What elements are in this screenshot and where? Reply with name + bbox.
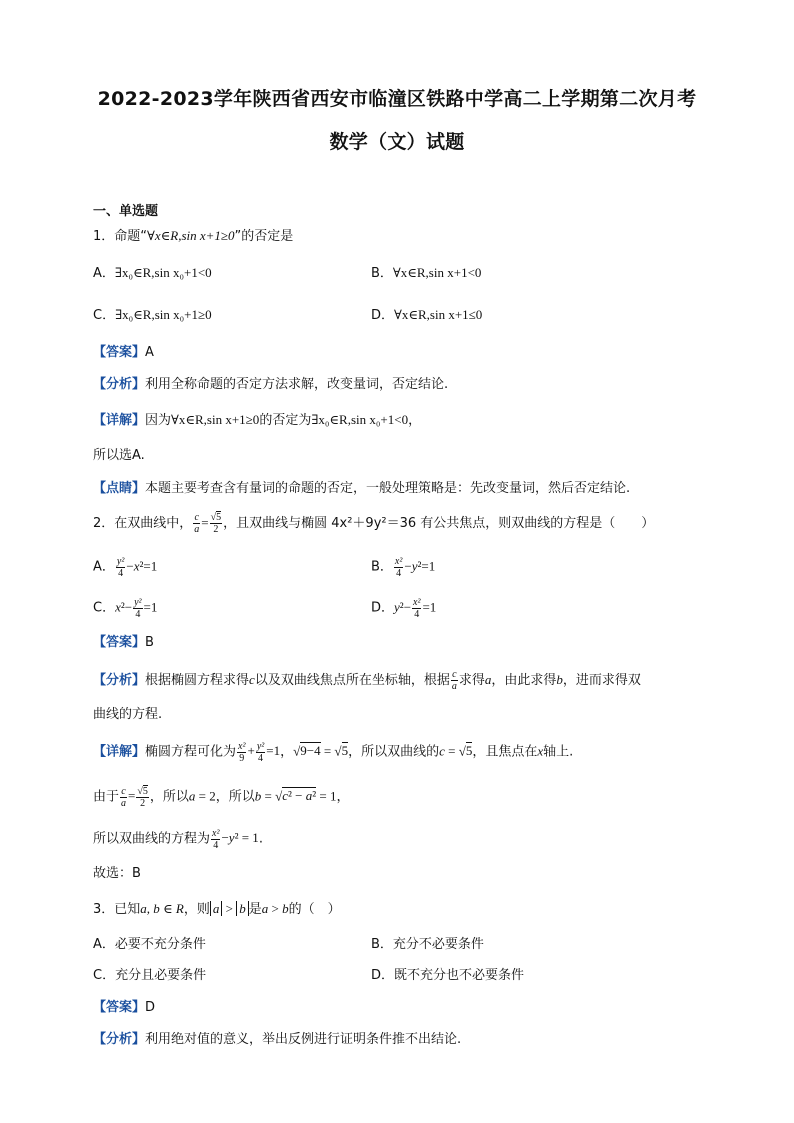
q1-option-c-label: C． xyxy=(93,308,116,323)
q3-answer xyxy=(93,998,155,1018)
q3-stem-mid: ，则 xyxy=(183,902,210,917)
q2-answer-value: B xyxy=(145,635,154,650)
q3-stem-abs: a > b xyxy=(210,901,249,916)
q2-ratio-value: $\frac{√5}{2}$ xyxy=(210,512,222,535)
q1-detail-math1: ∀x∈R,sin x+1≥0 xyxy=(171,412,260,427)
q1-answer xyxy=(93,343,154,363)
q2-since-part4: ， xyxy=(336,789,350,805)
q1-stem-post: ”的否定是 xyxy=(234,229,294,244)
q3-stem xyxy=(93,899,341,920)
analysis-tag: 【分析】 xyxy=(93,1032,146,1047)
q1-analysis-text: 利用全称命题的否定方法求解，改变量词，否定结论. xyxy=(145,377,449,392)
analysis-tag: 【分析】 xyxy=(93,377,146,392)
q2-result xyxy=(93,828,263,851)
q3-stem-math: a, b ∈ R xyxy=(140,901,184,916)
q2-option-d-label: D． xyxy=(371,600,395,616)
q2-answer xyxy=(93,633,154,653)
q2-detail-part5: 轴上. xyxy=(543,744,574,760)
q1-analysis xyxy=(93,375,448,395)
q2-detail-part3: ，所以双曲线的 xyxy=(348,744,440,760)
q2-option-c: C．x²− $\frac{\text{y²}}{4}$ =1 xyxy=(93,597,158,620)
q2-since-part1: 由于 xyxy=(93,789,120,805)
comment-tag: 【点睛】 xyxy=(93,481,146,496)
q3-stem-pre: 3．已知 xyxy=(93,902,141,917)
q1-option-a-math: ∃x₀∈R,sin x₀+1<0 xyxy=(114,265,212,280)
q2-analysis-ratio: $\frac{c}{a}$ xyxy=(451,669,457,692)
q1-option-c xyxy=(93,305,212,326)
q3-stem-post: 的（ ） xyxy=(288,902,341,917)
q2-choose: 故选：B xyxy=(93,866,141,881)
section-heading: 一、单选题 xyxy=(93,204,159,219)
doc-title-line2: 数学（文）试题 xyxy=(329,131,465,153)
answer-tag: 【答案】 xyxy=(93,635,146,650)
answer-tag: 【答案】 xyxy=(93,1000,146,1015)
q3-stem-inequality: a > b xyxy=(261,901,289,916)
q3-option-c: C．充分且必要条件 xyxy=(93,968,207,983)
q2-detail-part4: ，且焦点在 xyxy=(472,744,538,760)
q2-since-b: b = √c² − a² = 1 xyxy=(254,788,337,804)
q1-answer-value: A xyxy=(145,345,154,360)
q2-option-d: D．y²− $\frac{\text{x²}}{4}$ =1 xyxy=(371,597,437,620)
q1-option-c-math: ∃x₀∈R,sin x₀+1≥0 xyxy=(115,307,212,322)
q1-stem xyxy=(93,226,293,247)
q2-analysis-part5: ，进而求得双 xyxy=(562,673,641,688)
q2-detail-x: x xyxy=(537,743,544,759)
q1-detail-mid: 的否定为 xyxy=(259,413,312,428)
q1-detail-post: ， xyxy=(408,413,422,428)
q2-detail-ellipse: $\frac{\text{x²}}{9}$ + $\frac{\text{y²}}{4}$ =1 xyxy=(238,741,281,764)
q2-analysis-b: b xyxy=(556,672,563,687)
q2-option-c-label: C． xyxy=(93,600,116,616)
q3-analysis-text: 利用绝对值的意义，举出反例进行证明条件推不出结论. xyxy=(145,1032,462,1047)
detail-tag: 【详解】 xyxy=(93,744,146,760)
q2-analysis-a: a xyxy=(484,672,492,687)
q2-result-equation: $\frac{\text{x²}}{4}$ −y² = 1 xyxy=(212,828,259,851)
q2-detail xyxy=(93,741,573,764)
q2-since-part3: ，所以 xyxy=(215,789,255,805)
q2-analysis-part4: ，由此求得 xyxy=(491,673,557,688)
q2-analysis-c: c xyxy=(249,672,255,687)
q1-conclusion: 所以选A. xyxy=(93,448,145,463)
q1-stem-math: ∀x∈R,sin x+1≥0 xyxy=(147,228,235,243)
q2-since xyxy=(93,786,349,809)
q1-option-d-math: ∀x∈R,sin x+1≤0 xyxy=(394,307,483,322)
q1-detail-pre: 因为 xyxy=(145,413,172,428)
q2-detail-part2: ， xyxy=(280,744,294,760)
q1-comment xyxy=(93,479,630,499)
q2-option-a-label: A． xyxy=(93,559,115,575)
q2-analysis-line2: 曲线的方程. xyxy=(93,707,163,722)
detail-tag: 【详解】 xyxy=(93,413,146,428)
q3-option-d: D．既不充分也不必要条件 xyxy=(371,968,525,983)
q2-since-part2: ，所以 xyxy=(149,789,189,805)
q2-analysis-part1: 根据椭圆方程求得 xyxy=(145,673,250,688)
q1-option-a-label: A． xyxy=(93,266,115,281)
q3-analysis xyxy=(93,1030,461,1050)
q1-detail-math2: ∃x₀∈R,sin x₀+1<0 xyxy=(311,412,409,427)
q1-option-b xyxy=(371,263,481,284)
q2-since-a: a = 2 xyxy=(188,788,216,804)
q1-option-b-label: B． xyxy=(371,266,393,281)
q2-detail-sqrt: √9−4 = √5 xyxy=(293,743,349,759)
analysis-tag: 【分析】 xyxy=(93,673,146,688)
q1-detail xyxy=(93,410,421,431)
q2-option-b-label: B． xyxy=(371,559,393,575)
q2-analysis-part3: 求得 xyxy=(458,673,485,688)
q2-option-b: B． $\frac{\text{x²}}{4}$ −y²=1 xyxy=(371,556,436,579)
q2-option-a: A． $\frac{\text{y²}}{4}$ −x²=1 xyxy=(93,556,158,579)
q2-detail-part1: 椭圆方程可化为 xyxy=(145,744,237,760)
q2-result-pre: 所以双曲线的方程为 xyxy=(93,831,211,847)
q2-since-ratio: $\frac{c}{a}$ = $\frac{√5}{2}$ xyxy=(121,786,148,809)
q2-stem: 2．在双曲线中， $\frac{c}{a}$ = $\frac{√5}{2}$ ，且双曲线与椭圆 4x²＋9y²＝36 有公共焦点，则双曲线的方程是（ ） xyxy=(93,512,655,535)
doc-title-line1: 2022-2023学年陕西省西安市临潼区铁路中学高二上学期第二次月考 xyxy=(97,88,697,110)
q3-stem-is: 是 xyxy=(248,902,262,917)
q3-answer-value: D xyxy=(145,1000,156,1015)
q2-result-post: . xyxy=(258,831,263,847)
q2-analysis-part2: 以及双曲线焦点所在坐标轴，根据 xyxy=(254,673,450,688)
q1-stem-pre: 1．命题“ xyxy=(93,229,148,244)
q1-option-d-label: D． xyxy=(371,308,395,323)
answer-tag: 【答案】 xyxy=(93,345,146,360)
q1-comment-text: 本题主要考查含有量词的命题的否定，一般处理策略是：先改变量词，然后否定结论. xyxy=(145,481,631,496)
q2-analysis xyxy=(93,669,641,692)
q2-stem-pre: 2．在双曲线中， xyxy=(93,516,193,531)
q2-stem-mid: ，且双曲线与椭圆 4x²＋9y²＝36 有公共焦点，则双曲线的方程是（ ） xyxy=(223,516,655,531)
q2-ratio-fraction: $\frac{c}{a}$ xyxy=(194,512,200,535)
q1-option-a xyxy=(93,263,212,284)
q1-option-d xyxy=(371,305,482,326)
q3-option-b: B．充分不必要条件 xyxy=(371,937,484,952)
q2-detail-c-value: c = √5 xyxy=(439,743,473,759)
q3-option-a: A．必要不充分条件 xyxy=(93,937,206,952)
q1-option-b-math: ∀x∈R,sin x+1<0 xyxy=(392,265,482,280)
